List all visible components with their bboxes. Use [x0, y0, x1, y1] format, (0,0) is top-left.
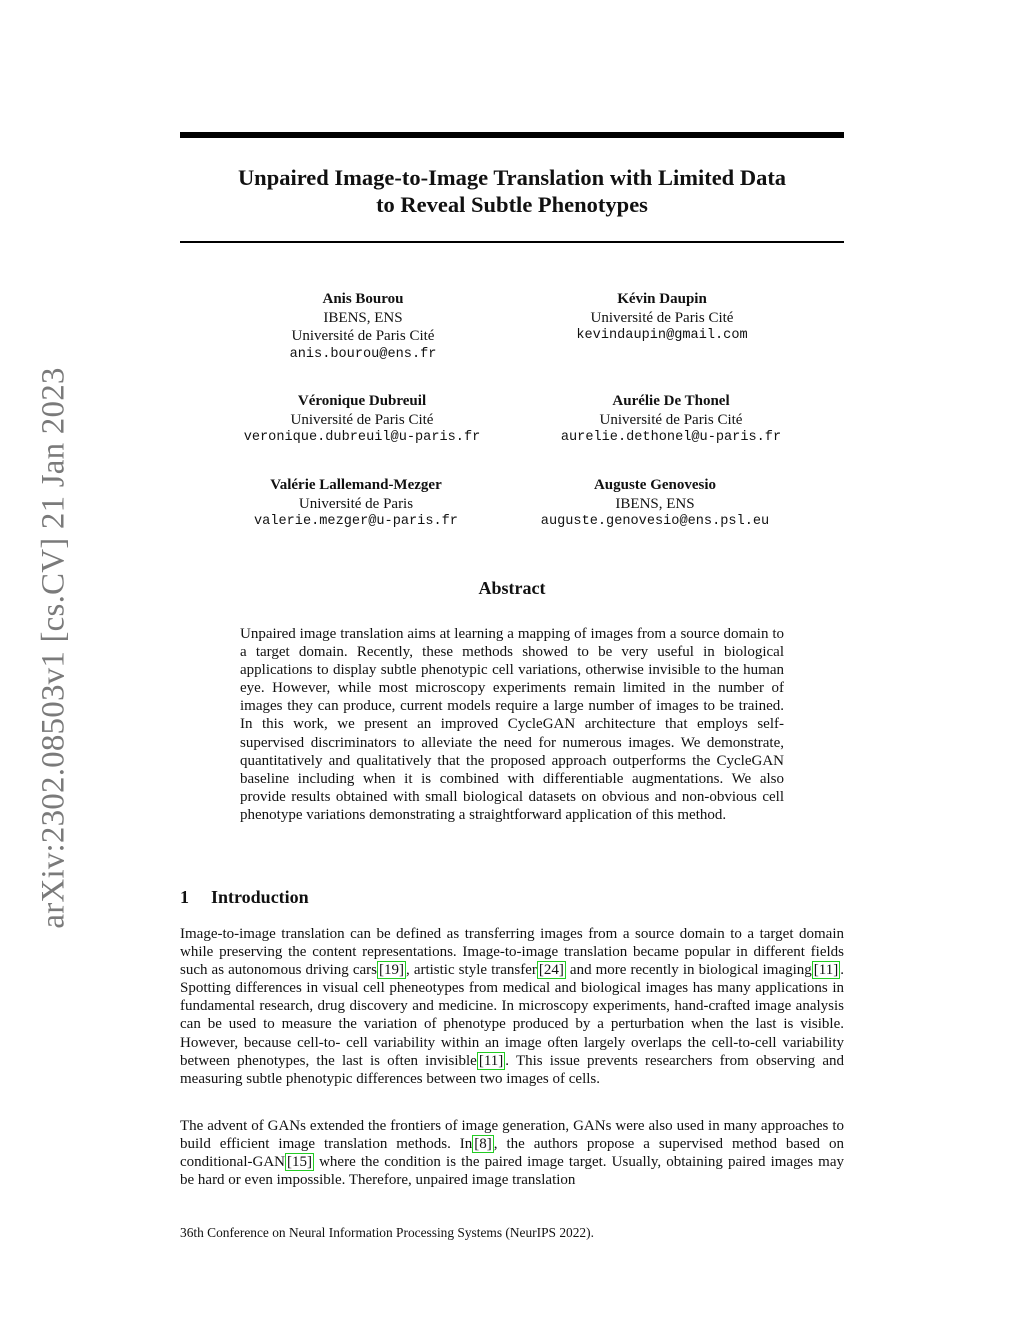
author-affiliation: Université de Paris Cité — [590, 309, 734, 326]
author-block — [521, 392, 821, 448]
citation-link[interactable]: [8] — [474, 1136, 492, 1153]
author-block — [212, 392, 512, 448]
author-affiliation: IBENS, ENS — [323, 309, 403, 326]
text-span: Image-to-image translation can be defined as transferring images from a source domain to a target domain while preserving the content representations. Image-to-image translation became popular in different fields such as autonomous driving cars — [180, 926, 844, 979]
author-name: Auguste Genovesio — [593, 477, 717, 493]
author-name: Anis Bourou — [322, 291, 404, 307]
abstract-body: Unpaired image translation aims at learning a mapping of images from a source domain to a target domain. Recently, these methods showed to be very useful in biological applications to display subtle phenotypic cell variations, otherwise invisible to the human eye. However, while most microscopy experiments remain limited in the number of images they can produce, current models require a large number of images to be trained. In this work, we present an improved CycleGAN architecture that employs self-supervised discriminators to alleviate the need for numerous images. We demonstrate, quantitatively and qualitatively that the proposed approach outperforms the CycleGAN baseline including when it is combined with differentiable augmentations. We also provide results obtained with small biological datasets on obvious and non-obvious cell phenotype variations demonstrating a straightforward application of this method. — [240, 626, 784, 823]
author-email: valerie.mezger@u-paris.fr — [254, 514, 458, 529]
arxiv-identifier: arXiv:2302.08503v1 [cs.CV] 21 Jan 2023 — [35, 367, 72, 929]
author-block — [213, 290, 513, 364]
author-name: Véronique Dubreuil — [297, 393, 427, 409]
citation-link[interactable]: [24] — [538, 962, 564, 979]
author-name: Aurélie De Thonel — [612, 393, 730, 409]
section-title: Introduction — [211, 887, 309, 907]
author-affiliation: Université de Paris — [298, 495, 414, 512]
text-span: where the condition is the paired image target. Usually, obtaining paired images may be hard or even impossible. Therefore, unpaired image translation — [180, 1154, 844, 1189]
citation-link[interactable]: [11] — [813, 962, 839, 979]
title-bottom-rule — [180, 241, 844, 243]
author-block — [505, 476, 805, 532]
section-number: 1 — [180, 887, 189, 907]
author-block — [512, 290, 812, 346]
citation-link[interactable]: [19] — [379, 962, 405, 979]
author-affiliation: Université de Paris Cité — [291, 328, 435, 344]
text-span: The advent of GANs extended the frontiers of image generation, GANs were also used in many approaches to build efficient image translation methods. In — [180, 1118, 844, 1153]
title-line-1: Unpaired Image-to-Image Translation with Limited Data — [237, 165, 787, 190]
text-span: , the authors propose a supervised method based on conditional-GAN — [180, 1136, 844, 1171]
text-span: . This issue prevents researchers from observing and measuring subtle phenotypic differences between two images of cells. — [180, 1052, 844, 1087]
author-email: anis.bourou@ens.fr — [289, 346, 437, 362]
author-name: Kévin Daupin — [617, 291, 707, 307]
author-affiliation: Université de Paris Cité — [290, 411, 434, 428]
title-top-rule — [180, 132, 844, 138]
text-span: and more recently in biological imaging — [565, 962, 812, 979]
conference-footer: 36th Conference on Neural Information Processing Systems (NeurIPS 2022). — [180, 1225, 594, 1240]
author-affiliation: Université de Paris Cité — [599, 411, 743, 428]
text-span: . Spotting differences in visual cell pheneotypes from medical and biological images has many applications in fundamental research, drug discovery and medicine. In microscopy experiments, hand-crafted image analysis can be used to measure the variation of phenotype produced by a perturbation when the last is visible. However, because cell-to- cell variability within an image often largely overlaps the cell-to-cell variability between phenotypes, the last is often invisible — [180, 962, 844, 1069]
paper-title — [180, 164, 844, 218]
intro-paragraph-1 — [180, 925, 844, 1088]
author-affiliation: IBENS, ENS — [615, 495, 695, 512]
author-email: auguste.genovesio@ens.psl.eu — [540, 514, 770, 529]
citation-link[interactable]: [11] — [478, 1052, 504, 1069]
text-span: , artistic style transfer — [406, 962, 537, 979]
author-name: Valérie Lallemand-Mezger — [270, 477, 442, 493]
author-email: kevindaupin@gmail.com — [576, 328, 748, 343]
author-email: aurelie.dethonel@u-paris.fr — [560, 430, 782, 445]
section-heading-introduction — [180, 887, 309, 908]
intro-paragraph-2 — [180, 1117, 844, 1189]
title-line-2: to Reveal Subtle Phenotypes — [376, 192, 648, 217]
author-block — [206, 476, 506, 532]
abstract-heading: Abstract — [478, 578, 546, 598]
citation-link[interactable]: [15] — [286, 1154, 312, 1171]
author-email: veronique.dubreuil@u-paris.fr — [243, 430, 481, 445]
